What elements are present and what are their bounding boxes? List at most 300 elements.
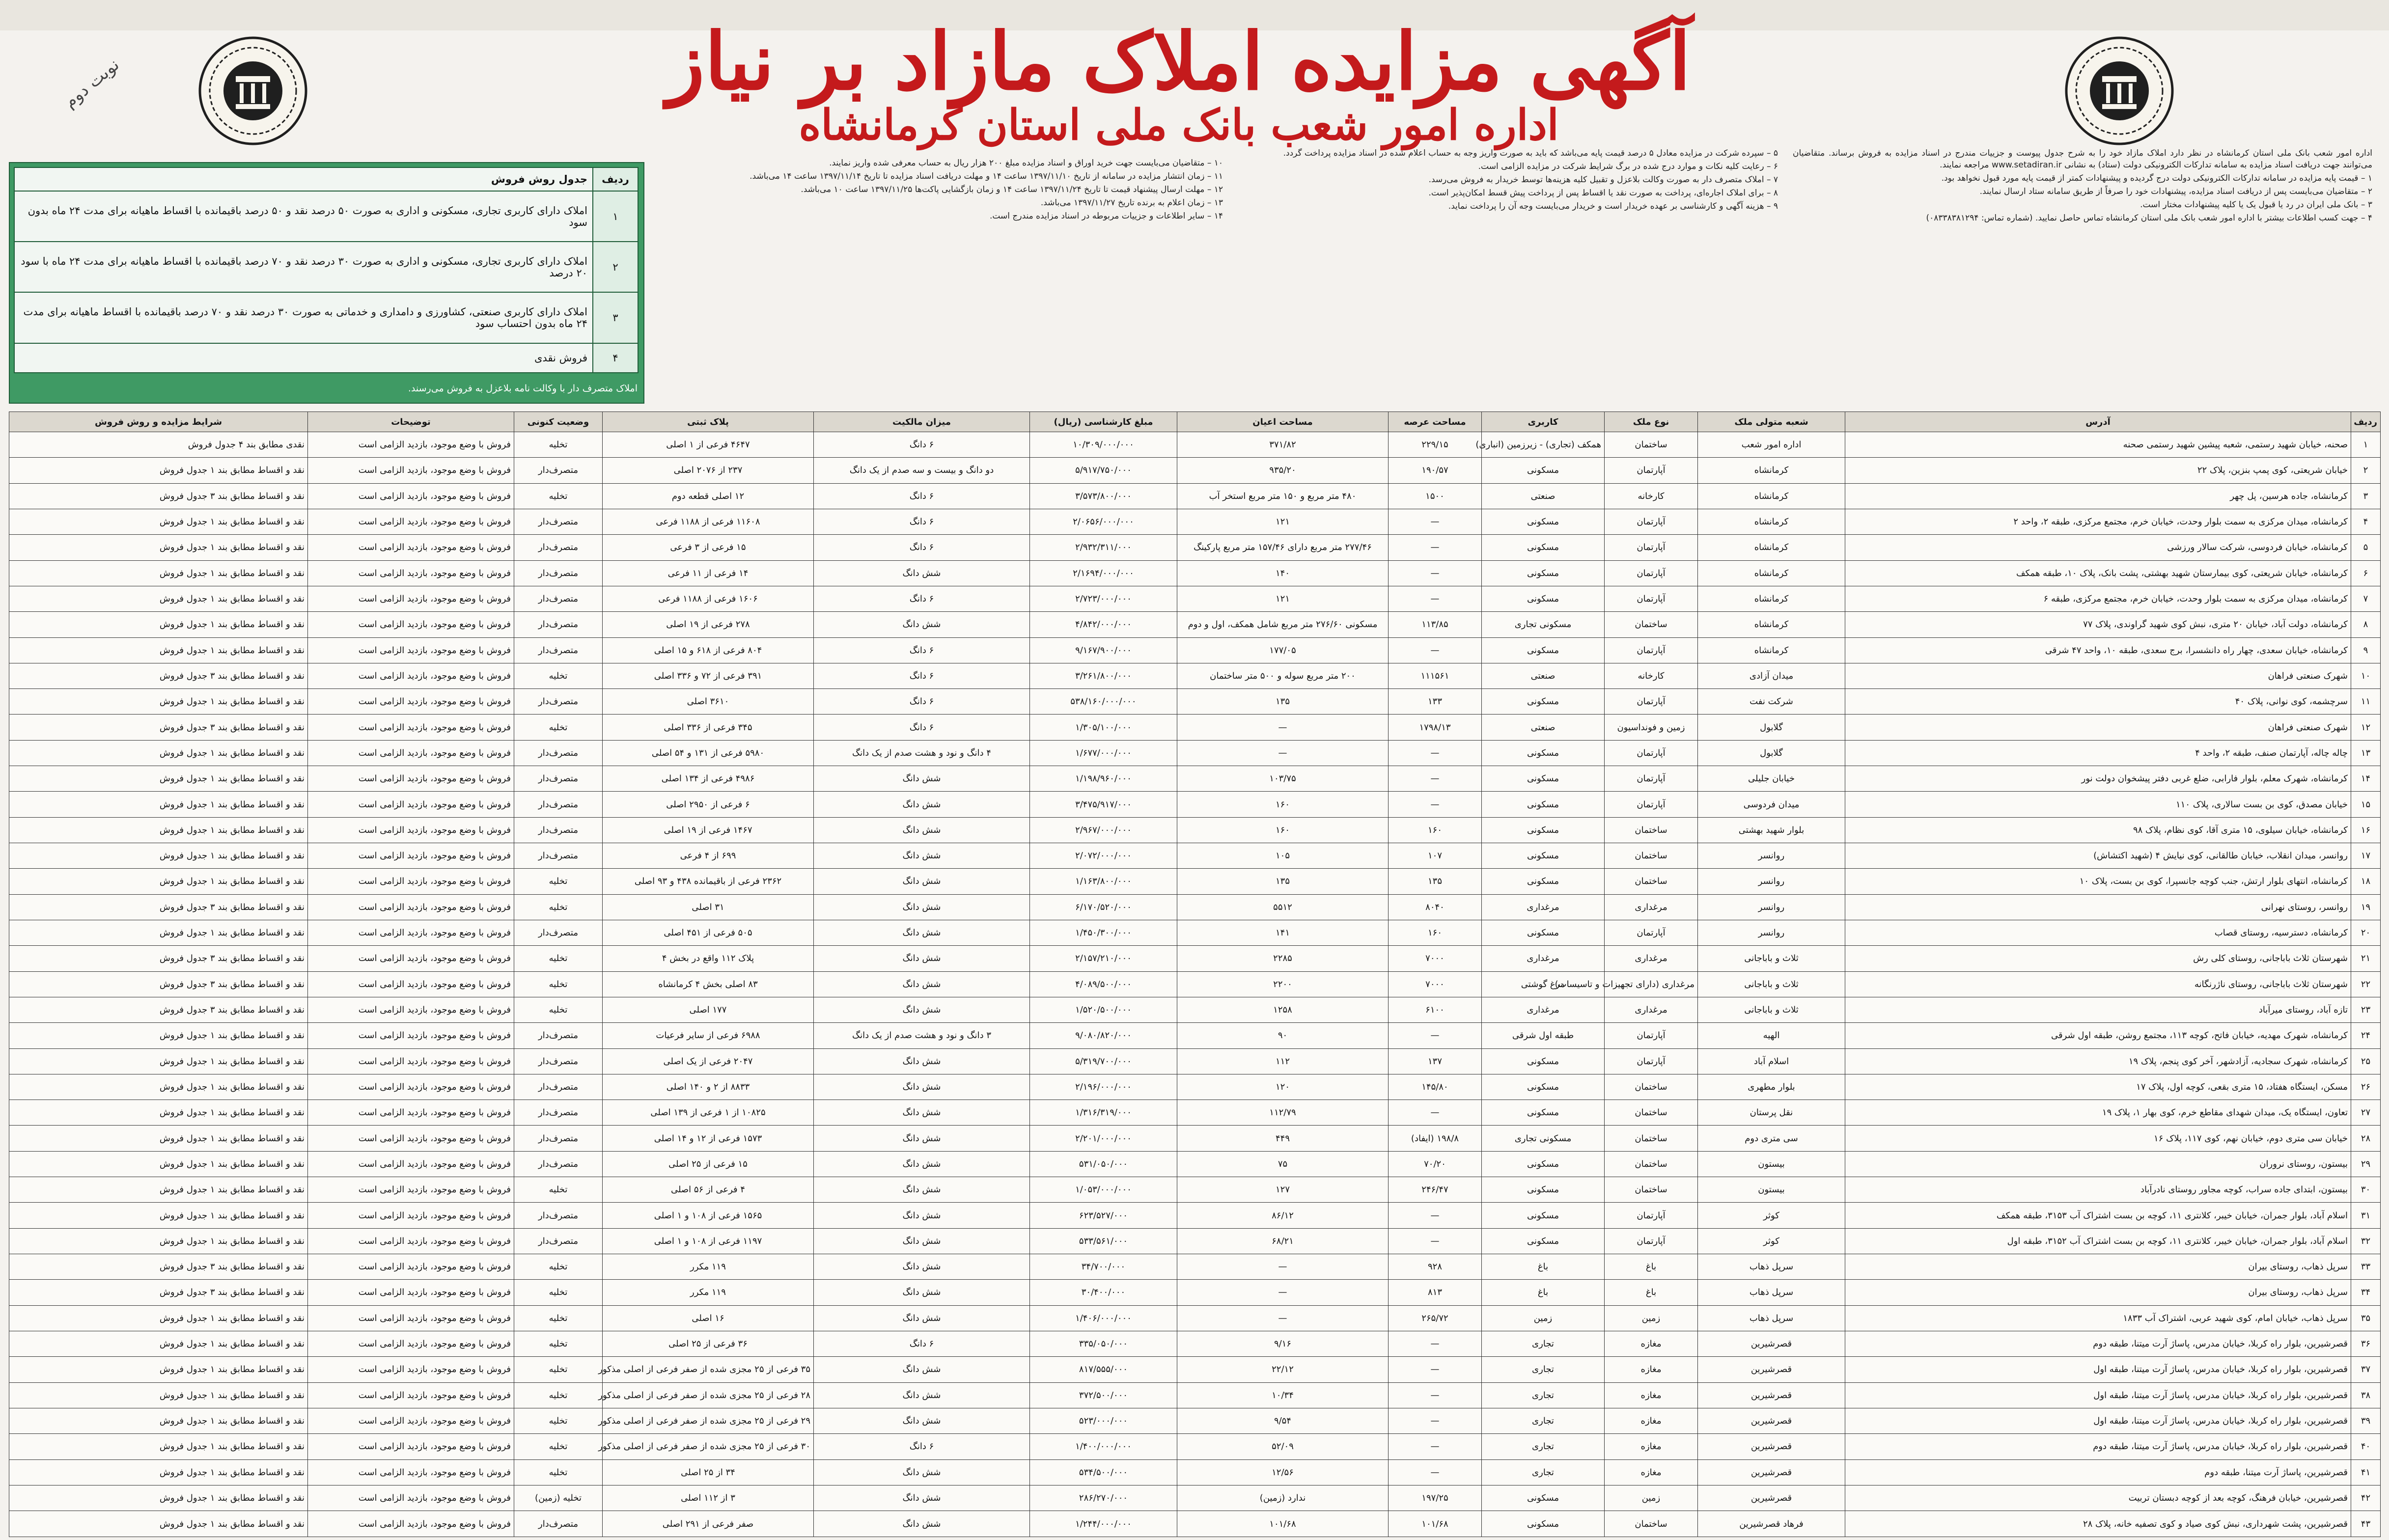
col-branch-cell: کرمانشاه <box>1698 612 1845 637</box>
table-row <box>9 1434 2381 1459</box>
col-status-cell: متصرف‌دار <box>514 1511 603 1537</box>
bank-melli-logo-right <box>2063 34 2176 147</box>
col-branch-cell: ثلاث و باباجانی <box>1698 946 1845 971</box>
col-land-area-cell: — <box>1389 1228 1482 1254</box>
col-registration-plate-cell: ۴۹۸۶ فرعی از ۱۳۴ اصلی <box>603 766 814 792</box>
col-building-area-cell: ۱۲۱ <box>1177 509 1389 534</box>
col-appraisal-price-cell: ۱۰/۳۰۹/۰۰۰/۰۰۰ <box>1030 432 1177 458</box>
col-appraisal-price-cell: ۱/۰۵۳/۰۰۰/۰۰۰ <box>1030 1177 1177 1203</box>
col-description-cell: فروش با وضع موجود، بازدید الزامی است <box>308 535 514 560</box>
col-usage-cell: تجاری <box>1482 1459 1605 1485</box>
col-registration-plate-cell: ۱۴۶۷ فرعی از ۱۹ اصلی <box>603 817 814 843</box>
col-address-cell: قصرشیرین، بلوار راه کربلا، خیابان مدرس، پاساژ آرت میتنا، طبقه اول <box>1845 1382 2351 1408</box>
col-address-cell: اسلام آباد، بلوار جمران، خیابان خیبر، کلانتری ۱۱، کوچه بن بست اشتراک آب ۳۱۵۳، طبقه همکف <box>1845 1203 2351 1228</box>
col-row-number-cell: ۱۱ <box>2351 689 2381 715</box>
col-usage-cell: مسکونی <box>1482 458 1605 483</box>
col-building-area-cell: ۱۴۱ <box>1177 920 1389 945</box>
col-ownership-cell: شش دانگ <box>814 1074 1030 1100</box>
col-registration-plate-cell: ۱۵ فرعی از ۲۵ اصلی <box>603 1151 814 1177</box>
col-property-type-cell: مغازه <box>1605 1357 1698 1382</box>
col-status-cell: متصرف‌دار <box>514 1203 603 1228</box>
col-address-cell: سرچشمه، کوی نوانی، پلاک ۴۰ <box>1845 689 2351 715</box>
col-address-cell: کرمانشاه، خیابان سیلوی، ۱۵ متری آقا، کوی نظام، پلاک ۹۸ <box>1845 817 2351 843</box>
col-description-cell: فروش با وضع موجود، بازدید الزامی است <box>308 843 514 869</box>
col-status-cell: متصرف‌دار <box>514 766 603 792</box>
col-building-area-cell: ۱۱۲ <box>1177 1048 1389 1074</box>
col-status-cell: تخلیه <box>514 663 603 688</box>
col-status-cell: متصرف‌دار <box>514 792 603 817</box>
col-appraisal-price-cell: ۳/۴۷۵/۹۱۷/۰۰۰ <box>1030 792 1177 817</box>
sales-method-header-title: جدول روش فروش <box>14 167 593 191</box>
col-ownership-cell: شش دانگ <box>814 843 1030 869</box>
col-sale-terms-cell: نقد و اقساط مطابق بند ۱ جدول فروش <box>9 560 308 586</box>
table-header-row <box>9 412 2381 432</box>
col-branch-cell: قصرشیرین <box>1698 1485 1845 1511</box>
col-appraisal-price-cell: ۵/۹۱۷/۷۵۰/۰۰۰ <box>1030 458 1177 483</box>
col-building-area-cell: ۹/۵۴ <box>1177 1408 1389 1433</box>
sales-method-text: املاک دارای کاربری تجاری، مسکونی و اداری به صورت ۳۰ درصد نقد و ۷۰ درصد باقیمانده با اقساط ماهیانه برای مدت ۲۴ ماه با سود ۲۰ درصد <box>14 242 593 292</box>
col-address-cell: خیابان سی متری دوم، خیابان نهم، کوی ۱۱۷، پلاک ۱۶ <box>1845 1126 2351 1151</box>
col-usage-cell: صنعتی <box>1482 715 1605 740</box>
col-land-area-cell: — <box>1389 1459 1482 1485</box>
col-property-type-cell: ساختمان <box>1605 1151 1698 1177</box>
col-row-number-cell: ۱۹ <box>2351 894 2381 920</box>
table-row <box>9 1151 2381 1177</box>
col-description-cell: فروش با وضع موجود، بازدید الزامی است <box>308 997 514 1022</box>
table-row <box>9 509 2381 534</box>
col-ownership-cell: شش دانگ <box>814 971 1030 997</box>
col-description-cell: فروش با وضع موجود، بازدید الزامی است <box>308 1305 514 1331</box>
col-status-cell: متصرف‌دار <box>514 1151 603 1177</box>
col-appraisal-price-cell: ۹/۱۶۷/۹۰۰/۰۰۰ <box>1030 637 1177 663</box>
col-land-area-cell: ۱۵۰۰ <box>1389 483 1482 509</box>
col-ownership-cell: ۶ دانگ <box>814 715 1030 740</box>
col-property-type-cell: زمین <box>1605 1305 1698 1331</box>
col-building-area-cell: ۱۴۰ <box>1177 560 1389 586</box>
col-address-cell: کرمانشاه، انتهای بلوار ارتش، جنب کوچه جانسپرا، کوی بن بست، پلاک ۱۰ <box>1845 869 2351 894</box>
col-property-type-cell: ساختمان <box>1605 817 1698 843</box>
col-registration-plate-cell: ۶ فرعی از ۲۹۵۰ اصلی <box>603 792 814 817</box>
table-row <box>9 843 2381 869</box>
col-branch-cell: فرهاد قصرشیرین <box>1698 1511 1845 1537</box>
col-ownership-cell: شش دانگ <box>814 1100 1030 1126</box>
col-registration-plate-cell: ۳۶ فرعی از ۲۵ اصلی <box>603 1331 814 1356</box>
col-usage-cell: مسکونی <box>1482 792 1605 817</box>
col-description-cell: فروش با وضع موجود، بازدید الزامی است <box>308 766 514 792</box>
col-appraisal-price-header: مبلغ کارشناسی (ریال) <box>1030 412 1177 432</box>
col-status-cell: متصرف‌دار <box>514 560 603 586</box>
col-appraisal-price-cell: ۴/۰۸۹/۵۰۰/۰۰۰ <box>1030 971 1177 997</box>
col-row-number-cell: ۳۱ <box>2351 1203 2381 1228</box>
table-row <box>9 1023 2381 1048</box>
col-sale-terms-cell: نقد و اقساط مطابق بند ۱ جدول فروش <box>9 1074 308 1100</box>
sales-method-row <box>14 191 638 242</box>
col-row-number-cell: ۳۲ <box>2351 1228 2381 1254</box>
col-registration-plate-cell: ۱۱۹۷ فرعی از ۱۰۸ و ۱ اصلی <box>603 1228 814 1254</box>
table-row <box>9 1305 2381 1331</box>
col-ownership-cell: شش دانگ <box>814 1459 1030 1485</box>
col-land-area-cell: ۱۱۱۵۶۱ <box>1389 663 1482 688</box>
col-branch-cell: بیستون <box>1698 1151 1845 1177</box>
col-appraisal-price-cell: ۱/۳۰۵/۱۰۰/۰۰۰ <box>1030 715 1177 740</box>
sales-method-row <box>14 242 638 292</box>
col-status-cell: تخلیه <box>514 1177 603 1203</box>
col-status-cell: متصرف‌دار <box>514 535 603 560</box>
table-row <box>9 1177 2381 1203</box>
col-sale-terms-cell: نقد و اقساط مطابق بند ۱ جدول فروش <box>9 1434 308 1459</box>
col-building-area-cell: — <box>1177 740 1389 766</box>
table-row <box>9 971 2381 997</box>
col-sale-terms-cell: نقد و اقساط مطابق بند ۱ جدول فروش <box>9 1048 308 1074</box>
col-registration-plate-cell: ۲۸ فرعی از ۲۵ مجزی شده از صفر فرعی از اصلی مذکور <box>603 1382 814 1408</box>
col-usage-cell: مسکونی تجاری <box>1482 612 1605 637</box>
col-ownership-cell: شش دانگ <box>814 1280 1030 1305</box>
term-paragraph: ۴ – جهت کسب اطلاعات بیشتر با اداره امور شعب بانک ملی استان کرمانشاه تماس حاصل نمایید. (شماره تماس: ۰۸۳۳۸۳۸۱۲۹۴) <box>1926 213 2372 223</box>
col-ownership-cell: شش دانگ <box>814 560 1030 586</box>
col-appraisal-price-cell: ۱/۱۶۳/۸۰۰/۰۰۰ <box>1030 869 1177 894</box>
col-status-cell: متصرف‌دار <box>514 1074 603 1100</box>
col-usage-cell: مسکونی <box>1482 869 1605 894</box>
col-branch-cell: سرپل ذهاب <box>1698 1280 1845 1305</box>
col-building-area-cell: ۸۶/۱۲ <box>1177 1203 1389 1228</box>
col-branch-cell: بلوار شهید بهشتی <box>1698 817 1845 843</box>
col-row-number-cell: ۳۳ <box>2351 1254 2381 1280</box>
col-description-cell: فروش با وضع موجود، بازدید الزامی است <box>308 1254 514 1280</box>
col-status-cell: متصرف‌دار <box>514 1048 603 1074</box>
col-address-cell: شهرستان ثلاث باباجانی، روستای ناژرنگانه <box>1845 971 2351 997</box>
col-registration-plate-cell: ۱۷۷ اصلی <box>603 997 814 1022</box>
col-usage-cell: مسکونی <box>1482 1203 1605 1228</box>
col-description-cell: فروش با وضع موجود، بازدید الزامی است <box>308 894 514 920</box>
col-status-cell: تخلیه <box>514 894 603 920</box>
col-ownership-cell: شش دانگ <box>814 1048 1030 1074</box>
sales-method-header <box>14 167 638 191</box>
table-row <box>9 1357 2381 1382</box>
col-registration-plate-cell: ۸۳ اصلی بخش ۴ کرمانشاه <box>603 971 814 997</box>
col-property-type-cell: مرغداری <box>1605 946 1698 971</box>
table-row <box>9 1511 2381 1537</box>
col-land-area-cell: ۱۹۸/۸ (ایفاد) <box>1389 1126 1482 1151</box>
col-property-type-cell: آپارتمان <box>1605 1023 1698 1048</box>
col-property-type-cell: آپارتمان <box>1605 535 1698 560</box>
sales-method-num: ۱ <box>593 191 638 242</box>
col-status-cell: متصرف‌دار <box>514 689 603 715</box>
col-description-cell: فروش با وضع موجود، بازدید الزامی است <box>308 1023 514 1048</box>
table-row <box>9 997 2381 1022</box>
col-row-number-cell: ۲۲ <box>2351 971 2381 997</box>
col-sale-terms-cell: نقد و اقساط مطابق بند ۱ جدول فروش <box>9 1126 308 1151</box>
table-row <box>9 1382 2381 1408</box>
col-registration-plate-cell: ۳۰ فرعی از ۲۵ مجزی شده از صفر فرعی از اصلی مذکور <box>603 1434 814 1459</box>
col-address-cell: کرمانشاه، میدان مرکزی به سمت بلوار وحدت، خیابان خرم، مجتمع مرکزی، طبقه ۲، واحد ۲ <box>1845 509 2351 534</box>
col-branch-cell: میدان آزادی <box>1698 663 1845 688</box>
col-building-area-cell: ۱۲۰ <box>1177 1074 1389 1100</box>
col-row-number-cell: ۳۴ <box>2351 1280 2381 1305</box>
col-status-cell: متصرف‌دار <box>514 817 603 843</box>
col-row-number-cell: ۳ <box>2351 483 2381 509</box>
col-sale-terms-cell: نقد و اقساط مطابق بند ۱ جدول فروش <box>9 612 308 637</box>
col-row-number-cell: ۴۰ <box>2351 1434 2381 1459</box>
col-building-area-cell: ۱۶۰ <box>1177 792 1389 817</box>
col-address-cell: اسلام آباد، بلوار جمران، خیابان خیبر، کلانتری ۱۱، کوچه بن بست اشتراک آب ۳۱۵۲، طبقه اول <box>1845 1228 2351 1254</box>
col-sale-terms-cell: نقد و اقساط مطابق بند ۱ جدول فروش <box>9 535 308 560</box>
col-registration-plate-cell: پلاک ۱۱۲ واقع در بخش ۴ <box>603 946 814 971</box>
col-building-area-cell: ۱۲۷ <box>1177 1177 1389 1203</box>
col-land-area-cell: ۲۶۵/۷۲ <box>1389 1305 1482 1331</box>
col-ownership-cell: ۶ دانگ <box>814 1331 1030 1356</box>
col-usage-cell: صنعتی <box>1482 483 1605 509</box>
table-row <box>9 1126 2381 1151</box>
col-sale-terms-cell: نقد و اقساط مطابق بند ۱ جدول فروش <box>9 740 308 766</box>
col-registration-plate-header: پلاک ثبتی <box>603 412 814 432</box>
col-row-number-cell: ۱۵ <box>2351 792 2381 817</box>
col-appraisal-price-cell: ۵۲۳/۰۰۰/۰۰۰ <box>1030 1408 1177 1433</box>
col-status-cell: متصرف‌دار <box>514 843 603 869</box>
col-building-area-cell: ۳۷۱/۸۲ <box>1177 432 1389 458</box>
col-land-area-cell: — <box>1389 1100 1482 1126</box>
col-registration-plate-cell: ۱۱۹ مکرر <box>603 1254 814 1280</box>
col-building-area-cell: ۵۲/۰۹ <box>1177 1434 1389 1459</box>
col-ownership-cell: ۴ دانگ و نود و هشت صدم از یک دانگ <box>814 740 1030 766</box>
col-description-cell: فروش با وضع موجود، بازدید الزامی است <box>308 1434 514 1459</box>
col-row-number-cell: ۲۰ <box>2351 920 2381 945</box>
table-row <box>9 1459 2381 1485</box>
col-property-type-cell: مرغداری <box>1605 894 1698 920</box>
col-description-cell: فروش با وضع موجود، بازدید الزامی است <box>308 817 514 843</box>
col-appraisal-price-cell: ۲/۰۶۵۶/۰۰۰/۰۰۰ <box>1030 509 1177 534</box>
col-usage-cell: مسکونی <box>1482 535 1605 560</box>
col-sale-terms-cell: نقد و اقساط مطابق بند ۱ جدول فروش <box>9 458 308 483</box>
col-usage-cell: طبقه اول شرقی <box>1482 1023 1605 1048</box>
col-registration-plate-cell: ۱۲ اصلی قطعه دوم <box>603 483 814 509</box>
col-status-cell: تخلیه <box>514 1254 603 1280</box>
col-branch-cell: کوثر <box>1698 1203 1845 1228</box>
col-sale-terms-cell: نقد و اقساط مطابق بند ۱ جدول فروش <box>9 586 308 611</box>
col-land-area-cell: ۱۳۳ <box>1389 689 1482 715</box>
col-building-area-cell: ۱۰۱/۶۸ <box>1177 1511 1389 1537</box>
col-usage-cell: مسکونی <box>1482 1100 1605 1126</box>
col-sale-terms-cell: نقد و اقساط مطابق بند ۱ جدول فروش <box>9 1357 308 1382</box>
col-status-cell: متصرف‌دار <box>514 586 603 611</box>
col-description-cell: فروش با وضع موجود، بازدید الزامی است <box>308 586 514 611</box>
col-sale-terms-cell: نقد و اقساط مطابق بند ۱ جدول فروش <box>9 1100 308 1126</box>
sales-method-num: ۳ <box>593 292 638 343</box>
col-description-cell: فروش با وضع موجود، بازدید الزامی است <box>308 1151 514 1177</box>
col-appraisal-price-cell: ۵۳۸/۱۶۰/۰۰۰/۰۰۰ <box>1030 689 1177 715</box>
col-sale-terms-cell: نقد و اقساط مطابق بند ۱ جدول فروش <box>9 1459 308 1485</box>
col-ownership-cell: شش دانگ <box>814 1511 1030 1537</box>
col-sale-terms-cell: نقد و اقساط مطابق بند ۱ جدول فروش <box>9 869 308 894</box>
col-building-area-cell: ۱۲۱ <box>1177 586 1389 611</box>
col-row-number-cell: ۱۲ <box>2351 715 2381 740</box>
col-land-area-cell: ۱۹۷/۲۵ <box>1389 1485 1482 1511</box>
col-branch-cell: نقل پرستان <box>1698 1100 1845 1126</box>
col-branch-cell: کوثر <box>1698 1228 1845 1254</box>
col-property-type-cell: آپارتمان <box>1605 637 1698 663</box>
col-row-number-cell: ۳۶ <box>2351 1331 2381 1356</box>
col-description-cell: فروش با وضع موجود، بازدید الزامی است <box>308 483 514 509</box>
col-appraisal-price-cell: ۹/۰۸۰/۸۲۰/۰۰۰ <box>1030 1023 1177 1048</box>
col-property-type-cell: مرغداری (دارای تجهیزات و تاسیسات) <box>1605 971 1698 997</box>
col-usage-cell: صنعتی <box>1482 663 1605 688</box>
table-row <box>9 458 2381 483</box>
col-building-area-cell: ۹/۱۶ <box>1177 1331 1389 1356</box>
col-building-area-cell: ۱۲/۵۶ <box>1177 1459 1389 1485</box>
col-ownership-cell: شش دانگ <box>814 997 1030 1022</box>
col-row-number-cell: ۲ <box>2351 458 2381 483</box>
col-building-area-cell: ۶۸/۲۱ <box>1177 1228 1389 1254</box>
ad-subtitle: اداره امور شعب بانک ملی استان کرمانشاه <box>799 100 1559 150</box>
col-sale-terms-cell: نقد و اقساط مطابق بند ۳ جدول فروش <box>9 971 308 997</box>
term-paragraph: ۱ – قیمت پایه مزایده در سامانه تدارکات الکترونیکی دولت درج گردیده و پیشنهادات کمتر از قیمت پایه مورد قبول نخواهد بود. <box>1941 173 2372 183</box>
col-usage-cell: تجاری <box>1482 1382 1605 1408</box>
col-ownership-cell: شش دانگ <box>814 1357 1030 1382</box>
col-building-area-cell: ۷۵ <box>1177 1151 1389 1177</box>
col-branch-cell: روانسر <box>1698 920 1845 945</box>
col-land-area-cell: ۱۷۹۸/۱۳ <box>1389 715 1482 740</box>
sales-method-row <box>14 292 638 343</box>
col-sale-terms-cell: نقد و اقساط مطابق بند ۳ جدول فروش <box>9 894 308 920</box>
col-status-cell: تخلیه <box>514 997 603 1022</box>
col-status-cell: تخلیه <box>514 432 603 458</box>
col-registration-plate-cell: ۴ فرعی از ۵۶ اصلی <box>603 1177 814 1203</box>
col-registration-plate-cell: ۲۷۸ فرعی از ۱۹ اصلی <box>603 612 814 637</box>
col-branch-cell: کرمانشاه <box>1698 509 1845 534</box>
col-land-area-cell: ۶۱۰۰ <box>1389 997 1482 1022</box>
table-row <box>9 869 2381 894</box>
col-appraisal-price-cell: ۳/۵۷۳/۸۰۰/۰۰۰ <box>1030 483 1177 509</box>
col-description-cell: فروش با وضع موجود، بازدید الزامی است <box>308 715 514 740</box>
col-property-type-cell: آپارتمان <box>1605 792 1698 817</box>
col-address-cell: قصرشیرین، پاساژ آرت میتنا، طبقه دوم <box>1845 1459 2351 1485</box>
col-building-area-cell: — <box>1177 1254 1389 1280</box>
col-branch-cell: شرکت نفت <box>1698 689 1845 715</box>
col-land-area-cell: — <box>1389 535 1482 560</box>
col-branch-header: شعبه متولی ملک <box>1698 412 1845 432</box>
col-row-number-cell: ۲۴ <box>2351 1023 2381 1048</box>
col-property-type-cell: آپارتمان <box>1605 920 1698 945</box>
col-building-area-cell: ۱۳۵ <box>1177 689 1389 715</box>
col-sale-terms-cell: نقد و اقساط مطابق بند ۱ جدول فروش <box>9 920 308 945</box>
col-row-number-cell: ۴۲ <box>2351 1485 2381 1511</box>
col-branch-cell: الهیه <box>1698 1023 1845 1048</box>
table-row <box>9 1074 2381 1100</box>
col-branch-cell: گلابول <box>1698 715 1845 740</box>
col-ownership-cell: شش دانگ <box>814 817 1030 843</box>
col-description-cell: فروش با وضع موجود، بازدید الزامی است <box>308 1074 514 1100</box>
col-building-area-cell: ۲۲۸۵ <box>1177 946 1389 971</box>
col-ownership-cell: شش دانگ <box>814 766 1030 792</box>
terms-column-2 <box>1238 147 1778 388</box>
col-branch-cell: گلابول <box>1698 740 1845 766</box>
col-row-number-cell: ۱ <box>2351 432 2381 458</box>
col-address-cell: شهرک صنعتی فراهان <box>1845 663 2351 688</box>
col-ownership-cell: شش دانگ <box>814 869 1030 894</box>
table-row <box>9 637 2381 663</box>
col-branch-cell: روانسر <box>1698 843 1845 869</box>
col-address-cell: روانسر، روستای نهرانی <box>1845 894 2351 920</box>
col-branch-cell: بیستون <box>1698 1177 1845 1203</box>
col-building-area-cell: ۲۲/۱۲ <box>1177 1357 1389 1382</box>
col-building-area-cell: ۴۴۹ <box>1177 1126 1389 1151</box>
col-usage-cell: تجاری <box>1482 1357 1605 1382</box>
table-row <box>9 894 2381 920</box>
col-usage-cell: تجاری <box>1482 1331 1605 1356</box>
col-usage-cell: مسکونی <box>1482 920 1605 945</box>
col-address-cell: شهرک صنعتی فراهان <box>1845 715 2351 740</box>
col-appraisal-price-cell: ۲/۱۵۷/۲۱۰/۰۰۰ <box>1030 946 1177 971</box>
col-property-type-cell: آپارتمان <box>1605 458 1698 483</box>
col-branch-cell: سی متری دوم <box>1698 1126 1845 1151</box>
col-registration-plate-cell: ۱۶ اصلی <box>603 1305 814 1331</box>
col-address-cell: خیابان مصدق، کوی بن بست سالاری، پلاک ۱۱۰ <box>1845 792 2351 817</box>
col-land-area-cell: — <box>1389 1382 1482 1408</box>
col-description-cell: فروش با وضع موجود، بازدید الزامی است <box>308 946 514 971</box>
col-appraisal-price-cell: ۵۳۴/۵۰۰/۰۰۰ <box>1030 1459 1177 1485</box>
col-sale-terms-cell: نقد و اقساط مطابق بند ۳ جدول فروش <box>9 715 308 740</box>
col-row-number-cell: ۲۷ <box>2351 1100 2381 1126</box>
col-address-cell: کرمانشاه، شهرک مهدیه، خیابان فاتح، کوچه ۱۱۳، مجتمع روشن، طبقه اول شرقی <box>1845 1023 2351 1048</box>
col-land-area-cell: ۷۰۰۰ <box>1389 946 1482 971</box>
col-appraisal-price-cell: ۲۸۶/۲۷۰/۰۰۰ <box>1030 1485 1177 1511</box>
col-description-cell: فروش با وضع موجود، بازدید الزامی است <box>308 1408 514 1433</box>
col-building-area-cell: ۹۳۵/۲۰ <box>1177 458 1389 483</box>
col-row-number-cell: ۸ <box>2351 612 2381 637</box>
col-registration-plate-cell: ۳ از ۱۱۲ اصلی <box>603 1485 814 1511</box>
col-status-cell: متصرف‌دار <box>514 1100 603 1126</box>
col-status-cell: تخلیه <box>514 1331 603 1356</box>
col-ownership-cell: شش دانگ <box>814 946 1030 971</box>
col-property-type-cell: آپارتمان <box>1605 1203 1698 1228</box>
col-status-cell: تخلیه <box>514 1382 603 1408</box>
col-row-number-cell: ۱۷ <box>2351 843 2381 869</box>
col-building-area-cell: — <box>1177 715 1389 740</box>
col-appraisal-price-cell: ۳۰/۴۰۰/۰۰۰ <box>1030 1280 1177 1305</box>
col-address-cell: صحنه، خیابان شهید رستمی، شعبه پیشین شهید رستمی صحنه <box>1845 432 2351 458</box>
col-usage-cell: مسکونی <box>1482 586 1605 611</box>
col-status-cell: متصرف‌دار <box>514 1228 603 1254</box>
col-sale-terms-cell: نقد و اقساط مطابق بند ۱ جدول فروش <box>9 1331 308 1356</box>
col-sale-terms-cell: نقد و اقساط مطابق بند ۱ جدول فروش <box>9 843 308 869</box>
table-row <box>9 1100 2381 1126</box>
term-paragraph: ۹ – هزینه آگهی و کارشناسی بر عهده خریدار است و خریدار می‌بایست وجه آن را پرداخت نماید. <box>1448 201 1778 211</box>
col-registration-plate-cell: ۵۰۵ فرعی از ۴۵۱ اصلی <box>603 920 814 945</box>
table-row <box>9 1331 2381 1356</box>
col-row-number-cell: ۳۷ <box>2351 1357 2381 1382</box>
col-address-cell: کرمانشاه، میدان مرکزی به سمت بلوار وحدت، خیابان خرم، مجتمع مرکزی، طبقه ۶ <box>1845 586 2351 611</box>
col-appraisal-price-cell: ۶/۱۷۰/۵۲۰/۰۰۰ <box>1030 894 1177 920</box>
col-property-type-cell: ساختمان <box>1605 869 1698 894</box>
col-branch-cell: بلوار مطهری <box>1698 1074 1845 1100</box>
col-property-type-cell: آپارتمان <box>1605 560 1698 586</box>
col-usage-cell: تجاری <box>1482 1434 1605 1459</box>
col-description-cell: فروش با وضع موجود، بازدید الزامی است <box>308 1357 514 1382</box>
col-sale-terms-cell: نقد و اقساط مطابق بند ۳ جدول فروش <box>9 483 308 509</box>
col-description-cell: فروش با وضع موجود، بازدید الزامی است <box>308 1331 514 1356</box>
col-row-number-cell: ۲۱ <box>2351 946 2381 971</box>
col-branch-cell: کرمانشاه <box>1698 458 1845 483</box>
col-usage-cell: مسکونی <box>1482 817 1605 843</box>
col-status-cell: متصرف‌دار <box>514 920 603 945</box>
col-row-number-cell: ۴۱ <box>2351 1459 2381 1485</box>
col-registration-plate-cell: ۲۰۴۷ فرعی از یک اصلی <box>603 1048 814 1074</box>
col-registration-plate-cell: ۱۶۰۶ فرعی از ۱۱۸۸ فرعی <box>603 586 814 611</box>
col-property-type-cell: ساختمان <box>1605 612 1698 637</box>
col-property-type-cell: باغ <box>1605 1280 1698 1305</box>
term-paragraph: ۱۱ – زمان انتشار مزایده در سامانه از تاریخ ۱۳۹۷/۱۱/۱۰ ساعت ۱۴ و مهلت دریافت اسناد مزایده تا تاریخ ۱۳۹۷/۱۱/۱۴ ساعت ۱۴ می‌باشد. <box>750 171 1223 181</box>
table-row <box>9 715 2381 740</box>
col-ownership-cell: ۶ دانگ <box>814 535 1030 560</box>
